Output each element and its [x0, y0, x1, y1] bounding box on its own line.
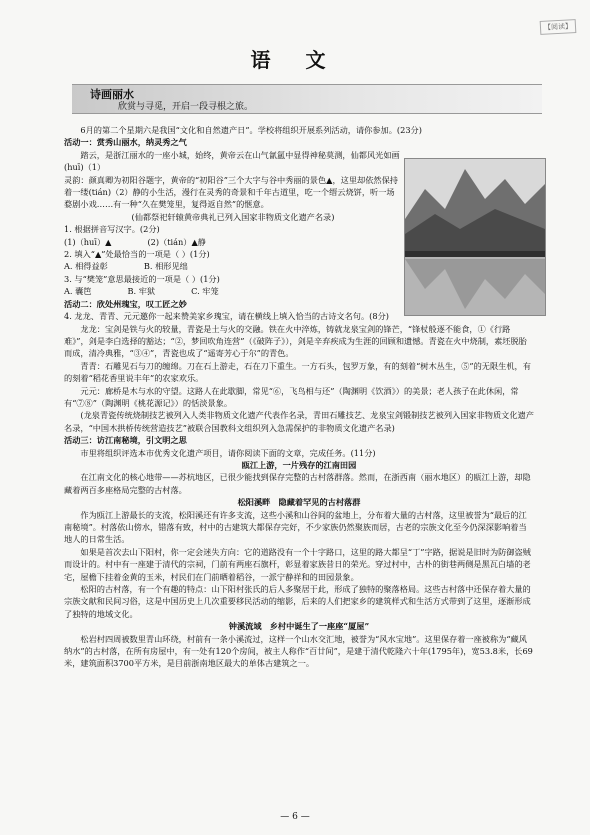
q1-blank-2[interactable]: (2)（tián）▲静: [147, 236, 206, 247]
q3-option-a[interactable]: A. 囊笆: [64, 286, 92, 297]
yuanyuan-text: 元元：廊桥是木与水的守望。这路人在此歇脚，常见“⑥，飞鸟相与还”（陶渊明《饮酒》）的美景；老人孩子在此休闲，常有“⑦⑧”（陶渊明《桃花源记》）的恬淡景象。: [64, 385, 519, 408]
activity-1-para-2: 灵韵：颜真卿为初阳谷题字，黄帝的“初阳谷”三个大字与谷中秀丽的景色▲，这里却依然保持着一缕(tián)（2）静的小生活，漫行在灵秀的奇景和千年古道里，吃一个缙云烧饼，听一场婺剧小戏……有一种“久在樊笼里，复得返自然”的惬意。: [64, 174, 398, 210]
activity-1-heading: 活动一：赏秀山丽水，纳灵秀之气: [64, 137, 187, 148]
article-subtitle-1: 松阳溪畔 隐藏着罕见的古村落群: [237, 497, 361, 508]
corner-tag: 【阅读】: [540, 19, 577, 35]
question-3-options: [64, 285, 402, 297]
q2-option-b[interactable]: B. 相形见绌: [143, 261, 188, 272]
q3-option-b[interactable]: B. 牢狱: [127, 286, 156, 297]
body-text: [64, 124, 534, 670]
article-para-4: 松岩村四周被数里青山环绕，村前有一条小溪流过，这样一个山水交汇地，被誉为“风水宝地”。这里保存着一座被称为“藏风纳水”的古村落，在所有房屋中，有一处有120个房间，被主人称作“百廿间”，是建于清代乾隆六十年(1795年)，宽53.8米，长69米，建筑面积3700平方米，是目前浙南地区最大的单体古建筑之一。: [64, 633, 533, 669]
section-title: 诗画丽水: [90, 88, 134, 101]
activity-2-heading: 活动二：欣处州瑰宝，叹工匠之妙: [64, 298, 187, 309]
activity-3-heading: 活动三：访江南秘境，引文明之思: [64, 435, 187, 446]
q3-option-c[interactable]: C. 牢笼: [191, 286, 219, 297]
page-title: 语 文: [250, 48, 340, 72]
article-lead: 在江南文化的核心地带——苏杭地区，已很少能找到保存完整的古村落群落。然而，在浙西南（丽水地区）的瓯江上游，却隐藏着两百多座格局完整的古村落。: [64, 472, 531, 495]
article-subtitle-2: 钟溪流域 乡村中诞生了一座座“厦屋”: [228, 621, 370, 632]
question-3: 3. 与“樊笼”意思最接近的一项是（ ）(1分): [64, 273, 220, 284]
activity-3-instruction: 市里将组织评选本市优秀文化遗产项目，请你阅读下面的文章，完成任务。(11分): [80, 447, 376, 458]
intro-text: 6月的第二个星期六是我国“文化和自然遗产日”。学校将组织开展系列活动，请你参加。(23分): [80, 125, 422, 135]
question-4: 4. 龙龙、青青、元元邀你一起来赞美家乡瑰宝，请在横线上填入恰当的古诗文名句。(8分): [64, 311, 389, 322]
question-1-blanks: [64, 236, 402, 248]
q1-blank-1[interactable]: (1)（huī）▲: [64, 236, 112, 247]
article-title: 瓯江上游，一片残存的江南田园: [241, 459, 357, 470]
question-2: 2. 填入“▲”处最恰当的一项是（ ）(1分): [64, 249, 210, 260]
qingqing-text: 青青：石雕见石与刀的缠绵。刀在石上游走，石在刀下重生。一方石头，包罗万象，有的刻着“树木丛生，⑤”的无限生机，有的刻着“稻花香里说丰年”的农家欢乐。: [64, 360, 531, 384]
longlong-text: 龙龙：宝剑是铁与火的较量，青瓷是土与火的交融。铁在火中淬炼，铸就龙泉宝剑的锋芒，“锋杖般逐不能食，①《行路难》”，剑是李白选择的豁达；“②，梦回吹角连营”（《破阵子》），剑是辛弃疾成为生涯的回顾和遗憾。青瓷在火中烧制，素坯脱胎而成，清冷典雅，“③④”，青瓷也成了“遥寄芳心于尔”的青色。: [64, 323, 527, 359]
question-1: 1. 根据拼音写汉字。(2分): [64, 224, 160, 235]
article-para-3: 松阳的古村落，有一个有趣的特点：山下阳村张氏的后人多聚居于此，形成了独特的聚落格局。这些古村落中还保存着大量的宗族文献和民间习俗，这是中国历史上几次重要移民活动的缩影，后来的人们把家乡的建筑样式和生活方式带到了这里，逐渐形成了独特的地域文化。: [64, 584, 531, 619]
question-2-options: [64, 260, 402, 272]
section-subtitle: 欣赏与寻觅，开启一段寻根之旅。: [118, 102, 254, 112]
activity-1-caption: (仙都祭祀轩辕黄帝典礼已列入国家非物质文化遗产名录): [131, 211, 335, 222]
heritage-note: (龙泉青瓷传统烧制技艺被列入人类非物质文化遗产代表作名录，青田石雕技艺、龙泉宝剑锻制技艺被列入国家非物质文化遗产名录，“中国木拱桥传统营造技艺”被联合国教科文组织列入急需保护的非物质文化遗产名录): [64, 410, 534, 433]
q2-option-a[interactable]: A. 相得益彰: [64, 261, 108, 272]
page-number: — 6 —: [280, 812, 310, 822]
activity-1-block: [64, 149, 402, 298]
article-para-2: 如果是首次去山下阳村，你一定会迷失方向：它的道路没有一个十字路口，这里的路大都呈“丁”字路，据说是旧时为防御盗贼而设计的。村中有一座建于清代的宗祠，门前有两座石旗杆，彰显着家族昔日的荣光。穿过村中，古朴的街巷两侧是黑瓦白墙的老宅，屋檐下挂着金黄的玉米，村民们在门前晒着稻谷，一派宁静祥和的田园景象。: [64, 546, 531, 582]
activity-1-para-1: 踏云，是浙江丽水的一座小城，始终，黄帝云在山气氤氲中显得神秘莫测，仙都风光如画(huī)（1）: [64, 149, 400, 173]
article-para-1: 作为瓯江上游最长的支流，松阳溪还有许多支流，这些小溪和山谷间的盆地上，分布着大量的古村落，这里被誉为“最后的江南秘境”。村落依山傍水，错落有致，村中的古建筑大都保存完好，不少家族仍然聚族而居，古老的宗族文化至今仍深深影响着当地人的日常生活。: [64, 509, 527, 545]
